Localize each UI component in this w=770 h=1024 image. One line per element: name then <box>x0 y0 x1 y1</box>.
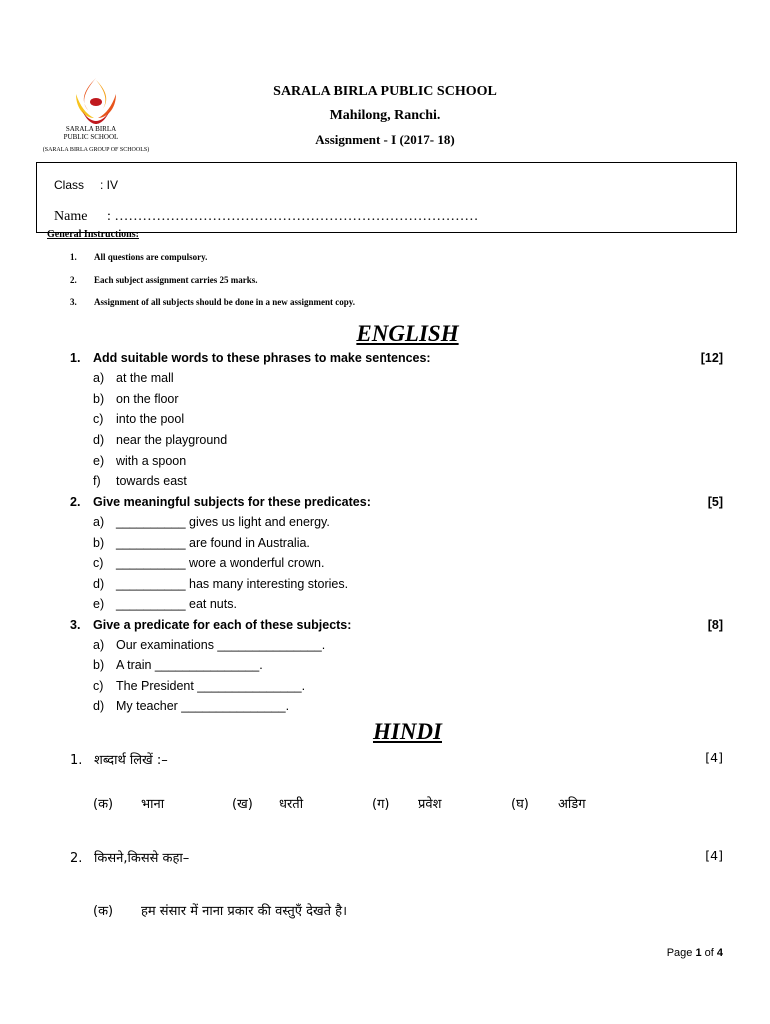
list-item <box>93 699 289 713</box>
page-prefix: Page <box>666 947 696 959</box>
english-section-title: ENGLISH <box>356 321 459 346</box>
instruction-number: 3. <box>70 297 77 307</box>
list-item <box>93 638 325 652</box>
question-number: 2. <box>70 495 81 509</box>
item-letter: a) <box>93 371 105 385</box>
item-letter: d) <box>93 433 105 447</box>
item-letter: f) <box>93 474 101 488</box>
item-letter: d) <box>93 577 105 591</box>
class-value: : IV <box>100 178 119 192</box>
hindi-option-word: धरती <box>279 797 304 812</box>
instruction-item <box>70 297 355 307</box>
item-letter: a) <box>93 638 105 652</box>
question-marks: [4] <box>705 750 723 765</box>
hindi-option-letter: (क) <box>93 797 114 812</box>
english-question-1 <box>70 351 431 365</box>
question-number: 1. <box>70 753 83 768</box>
question-text: Add suitable words to these phrases to make sentences: <box>93 351 431 365</box>
list-item <box>93 556 324 570</box>
question-marks: [5] <box>707 495 723 509</box>
hindi-option-letter: (क) <box>93 904 114 919</box>
item-letter: b) <box>93 392 105 406</box>
item-letter: a) <box>93 515 105 529</box>
list-item <box>93 454 186 468</box>
name-label: Name <box>54 209 88 224</box>
logo-group-name: (SARALA BIRLA GROUP OF SCHOOLS) <box>42 147 150 153</box>
item-letter: c) <box>93 679 104 693</box>
hindi-option-word: भाना <box>141 797 165 812</box>
item-letter: b) <box>93 536 105 550</box>
hindi-option-letter: (ग) <box>372 797 390 812</box>
list-item <box>93 658 263 672</box>
hindi-option-text: हम संसार में नाना प्रकार की वस्तुएँ देखते है। <box>141 904 348 919</box>
question-text: Give meaningful subjects for these predicates: <box>93 495 371 509</box>
hindi-option-word: अडिग <box>558 797 586 812</box>
instruction-text: Each subject assignment carries 25 marks. <box>94 275 258 285</box>
hindi-option-letter: (घ) <box>511 797 529 812</box>
question-number: 1. <box>70 351 81 365</box>
instruction-text: All questions are compulsory. <box>94 252 208 262</box>
item-text: towards east <box>116 474 187 488</box>
item-text: with a spoon <box>116 454 187 468</box>
assignment-title: Assignment - I (2017- 18) <box>315 132 455 147</box>
list-item <box>93 433 227 447</box>
instruction-text: Assignment of all subjects should be done in a new assignment copy. <box>94 297 356 307</box>
question-text: शब्दार्थ लिखें :– <box>94 753 168 768</box>
hindi-section-title: HINDI <box>372 719 442 744</box>
list-item <box>93 392 179 406</box>
hindi-option-letter: (ख) <box>232 797 253 812</box>
item-letter: e) <box>93 597 105 611</box>
instruction-number: 2. <box>70 275 77 285</box>
english-question-3 <box>70 618 351 632</box>
list-item <box>93 474 187 488</box>
item-letter: b) <box>93 658 105 672</box>
page-number <box>667 947 723 959</box>
question-text: Give a predicate for each of these subjects: <box>93 618 352 632</box>
item-letter: c) <box>93 556 104 570</box>
instructions-title: General Instructions: <box>47 229 139 240</box>
question-number: 2. <box>70 851 83 866</box>
question-marks: [8] <box>707 618 723 632</box>
item-text: A train _______________. <box>116 658 263 672</box>
item-text: on the floor <box>116 392 179 406</box>
item-text: near the playground <box>116 433 228 447</box>
item-text: Our examinations _______________. <box>116 638 326 652</box>
item-text: My teacher _______________. <box>116 699 290 713</box>
list-item <box>93 679 305 693</box>
page-mid: of <box>701 947 717 959</box>
question-number: 3. <box>70 618 81 632</box>
school-location: Mahilong, Ranchi. <box>329 108 441 123</box>
question-marks: [4] <box>705 848 723 863</box>
student-info-box <box>36 162 737 233</box>
item-text: __________ eat nuts. <box>116 597 237 611</box>
question-text: किसने,किससे कहा– <box>94 851 190 866</box>
hindi-question-2 <box>70 848 189 866</box>
current-page: 1 <box>695 947 702 959</box>
item-letter: d) <box>93 699 105 713</box>
hindi-option-word: प्रवेश <box>418 797 442 812</box>
instruction-item <box>70 275 258 285</box>
class-label: Class <box>54 178 85 192</box>
item-text: The President _______________. <box>116 679 306 693</box>
list-item <box>93 515 330 529</box>
item-text: __________ are found in Australia. <box>116 536 310 550</box>
item-letter: e) <box>93 454 105 468</box>
list-item <box>93 536 310 550</box>
instruction-number: 1. <box>70 252 77 262</box>
school-title: SARALA BIRLA PUBLIC SCHOOL <box>273 84 497 99</box>
list-item <box>93 371 174 385</box>
hindi-question-1 <box>70 750 168 768</box>
item-text: at the mall <box>116 371 174 385</box>
item-text: __________ gives us light and energy. <box>116 515 330 529</box>
total-pages: 4 <box>716 947 723 959</box>
instruction-item <box>70 252 207 262</box>
item-text: __________ wore a wonderful crown. <box>116 556 325 570</box>
question-marks: [12] <box>700 351 723 365</box>
english-question-2 <box>70 495 371 509</box>
name-blank: : …………………………………………………………………… <box>107 209 479 224</box>
item-text: into the pool <box>116 412 185 426</box>
list-item <box>93 577 348 591</box>
logo-school-name: SARALA BIRLA PUBLIC SCHOOL <box>63 125 119 141</box>
list-item <box>93 412 184 426</box>
list-item <box>93 597 237 611</box>
item-letter: c) <box>93 412 104 426</box>
item-text: __________ has many interesting stories. <box>116 577 349 591</box>
